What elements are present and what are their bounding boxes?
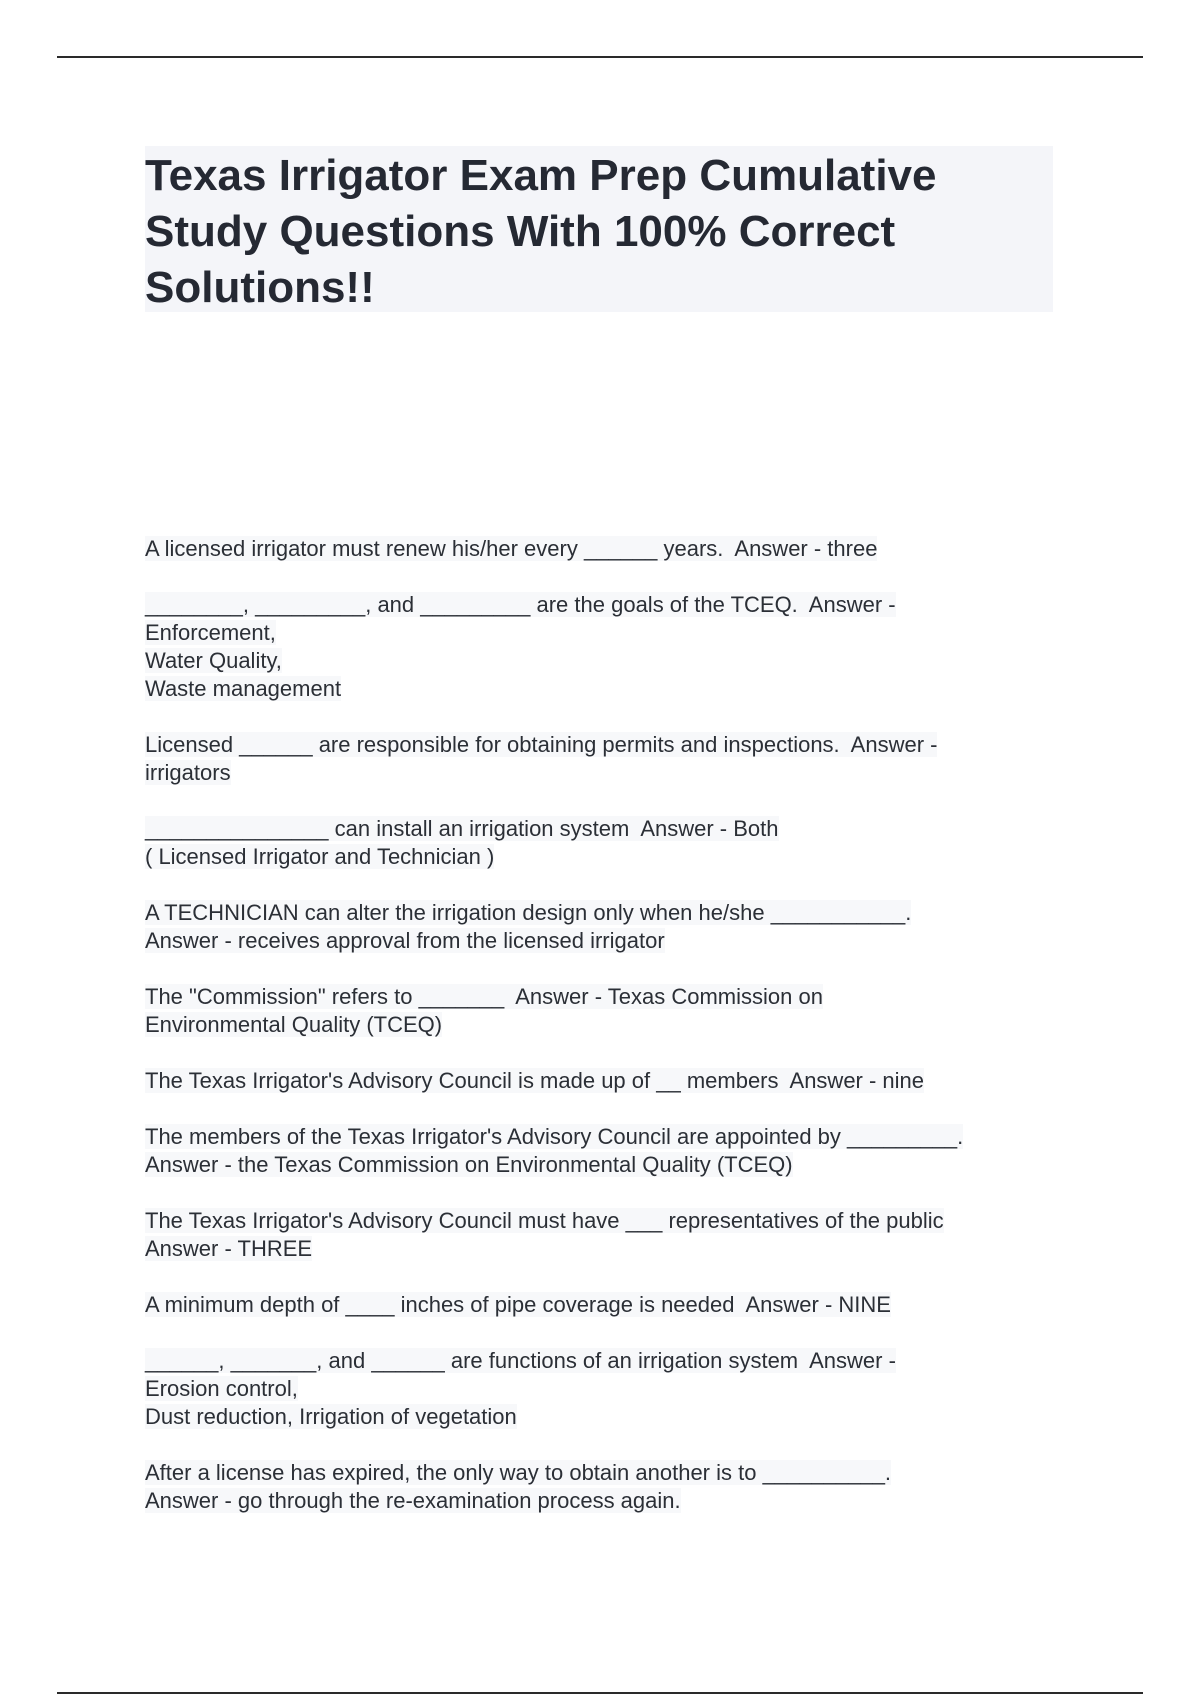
qa-item — [145, 983, 1065, 1039]
qa-line: A minimum depth of ____ inches of pipe coverage is needed Answer - NINE — [145, 1292, 891, 1317]
header-rule — [57, 56, 1143, 58]
document-title — [145, 146, 1053, 316]
qa-line: _______________ can install an irrigation system Answer - Both — [145, 816, 779, 841]
qa-line: ________, _________, and _________ are the goals of the TCEQ. Answer - — [145, 592, 896, 617]
qa-line: Dust reduction, Irrigation of vegetation — [145, 1404, 517, 1429]
qa-line: The Texas Irrigator's Advisory Council is made up of __ members Answer - nine — [145, 1068, 925, 1093]
title-line: Study Questions With 100% Correct — [145, 207, 896, 256]
qa-line: The "Commission" refers to _______ Answer - Texas Commission on — [145, 984, 823, 1009]
footer-rule — [57, 1692, 1143, 1694]
qa-line: Licensed ______ are responsible for obtaining permits and inspections. Answer - — [145, 732, 938, 757]
qa-line: ( Licensed Irrigator and Technician ) — [145, 844, 495, 869]
qa-item — [145, 1123, 1065, 1179]
qa-item — [145, 899, 1065, 955]
qa-line: A licensed irrigator must renew his/her every ______ years. Answer - three — [145, 536, 878, 561]
qa-line: A TECHNICIAN can alter the irrigation design only when he/she ___________. — [145, 900, 912, 925]
qa-item — [145, 1291, 1065, 1319]
qa-line: irrigators — [145, 760, 231, 785]
title-line: Solutions!! — [145, 263, 375, 312]
qa-line: Answer - receives approval from the licensed irrigator — [145, 928, 665, 953]
qa-item — [145, 591, 1065, 703]
qa-item — [145, 815, 1065, 871]
title-line: Texas Irrigator Exam Prep Cumulative — [145, 151, 937, 200]
question-answer-list — [145, 535, 1065, 1543]
qa-line: Water Quality, — [145, 648, 282, 673]
qa-line: Waste management — [145, 676, 342, 701]
qa-line: Answer - the Texas Commission on Environmental Quality (TCEQ) — [145, 1152, 793, 1177]
qa-line: Erosion control, — [145, 1376, 298, 1401]
qa-line: Enforcement, — [145, 620, 276, 645]
qa-item — [145, 1067, 1065, 1095]
qa-line: Answer - THREE — [145, 1236, 313, 1261]
qa-line: Answer - go through the re-examination process again. — [145, 1488, 681, 1513]
qa-line: The members of the Texas Irrigator's Advisory Council are appointed by _________. — [145, 1124, 964, 1149]
qa-item — [145, 1459, 1065, 1515]
qa-line: After a license has expired, the only way to obtain another is to __________. — [145, 1460, 892, 1485]
qa-item — [145, 1207, 1065, 1263]
qa-line: The Texas Irrigator's Advisory Council must have ___ representatives of the public — [145, 1208, 944, 1233]
qa-item — [145, 731, 1065, 787]
qa-line: ______, _______, and ______ are functions of an irrigation system Answer - — [145, 1348, 896, 1373]
title-block — [145, 146, 1053, 312]
qa-item — [145, 535, 1065, 563]
qa-item — [145, 1347, 1065, 1431]
qa-line: Environmental Quality (TCEQ) — [145, 1012, 443, 1037]
